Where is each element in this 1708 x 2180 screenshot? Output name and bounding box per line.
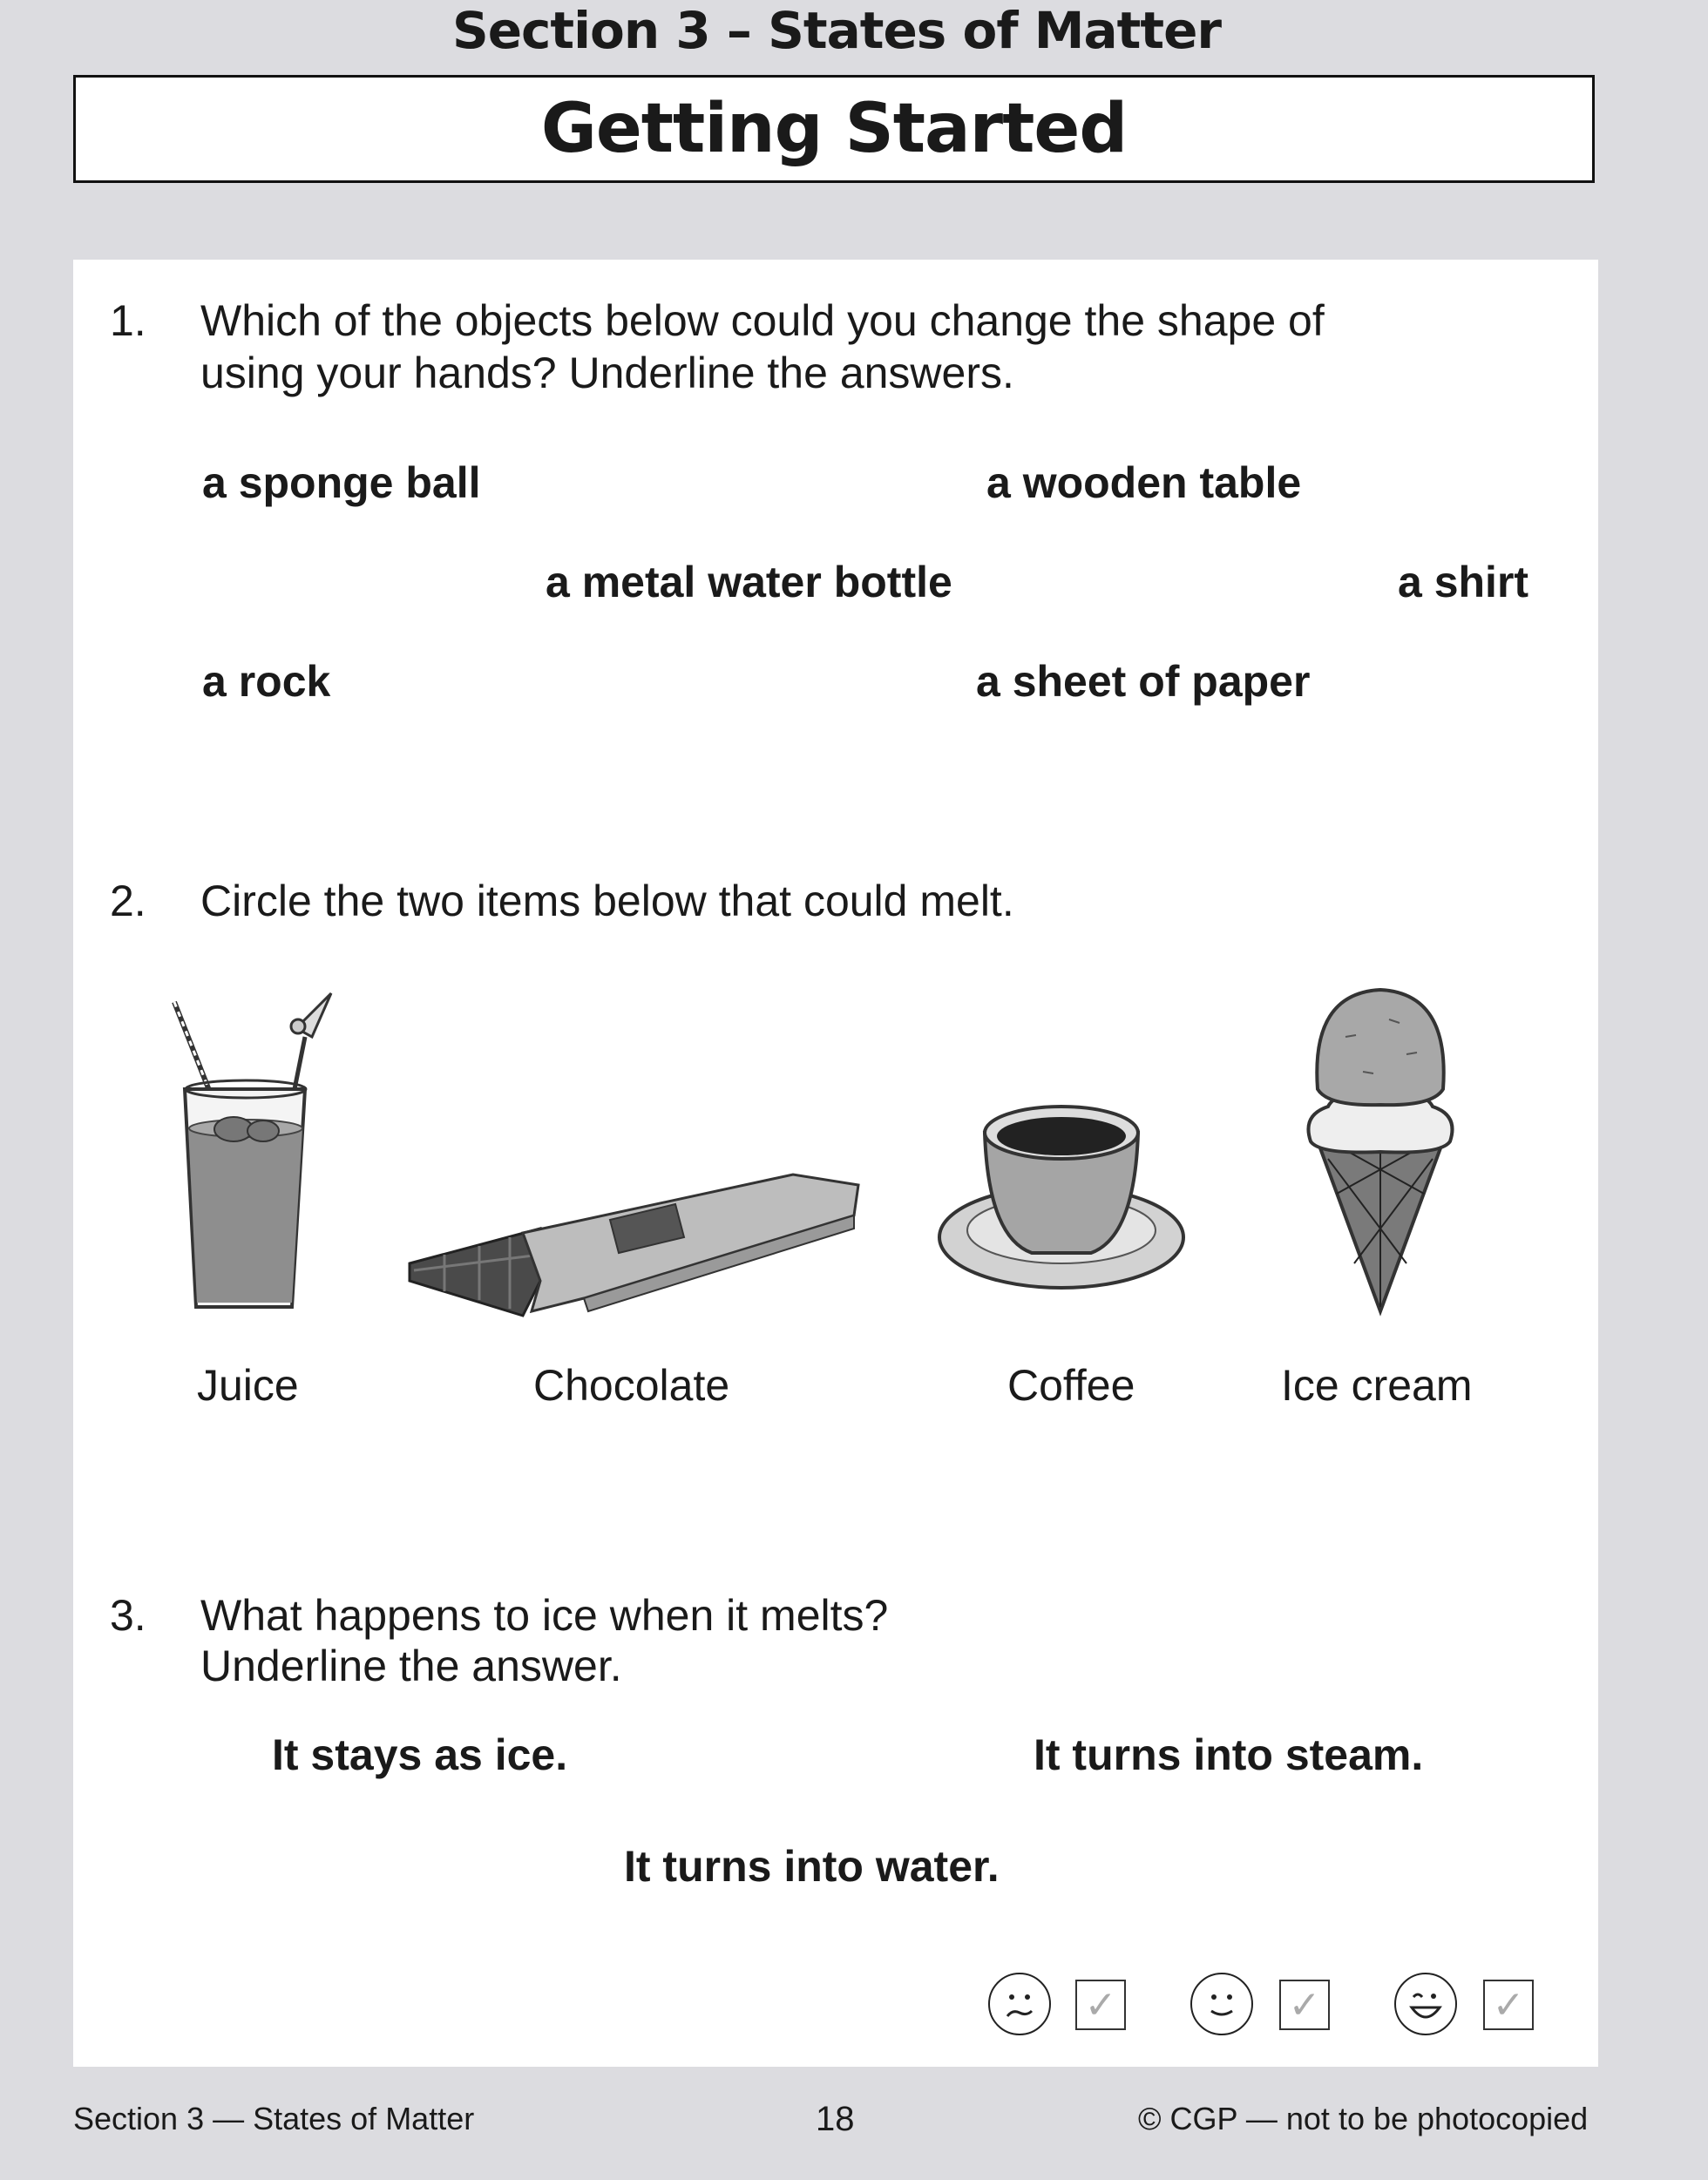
option-stays-as-ice[interactable]: It stays as ice. — [272, 1730, 568, 1779]
item-label-chocolate: Chocolate — [533, 1361, 730, 1410]
juice-glass-icon[interactable] — [166, 985, 340, 1316]
question-2-line-1: Circle the two items below that could melt. — [200, 877, 1014, 925]
option-sponge-ball[interactable]: a sponge ball — [202, 458, 481, 507]
happy-face-icon[interactable] — [1394, 1973, 1457, 2035]
question-2-number: 2. — [110, 877, 146, 925]
question-1-line-2: using your hands? Underline the answers. — [200, 349, 1014, 397]
neutral-face-icon[interactable] — [1190, 1973, 1253, 2035]
option-wooden-table[interactable]: a wooden table — [986, 458, 1302, 507]
tick-box-1[interactable]: ✓ — [1075, 1980, 1126, 2030]
question-3-number: 3. — [110, 1591, 146, 1640]
option-turns-into-steam[interactable]: It turns into steam. — [1034, 1730, 1424, 1779]
option-shirt[interactable]: a shirt — [1398, 558, 1529, 606]
page-title-box — [73, 75, 1595, 183]
ice-cream-cone-icon[interactable] — [1302, 985, 1459, 1316]
option-rock[interactable]: a rock — [202, 657, 331, 706]
footer-section: Section 3 — States of Matter — [73, 2101, 475, 2136]
option-metal-water-bottle[interactable]: a metal water bottle — [546, 558, 952, 606]
question-1-number: 1. — [110, 296, 146, 345]
chocolate-bar-icon[interactable] — [410, 1168, 863, 1324]
footer-copyright: © CGP — not to be photocopied — [1138, 2101, 1589, 2136]
item-label-ice-cream: Ice cream — [1281, 1361, 1473, 1410]
option-sheet-of-paper[interactable]: a sheet of paper — [976, 657, 1311, 706]
question-3-line-1: What happens to ice when it melts? — [200, 1591, 889, 1640]
tick-box-3[interactable]: ✓ — [1483, 1980, 1534, 2030]
coffee-cup-icon[interactable] — [936, 1098, 1189, 1298]
question-1-line-1: Which of the objects below could you change the shape of — [200, 296, 1325, 345]
page-title: Getting Started — [540, 90, 1128, 168]
sad-face-icon[interactable] — [988, 1973, 1051, 2035]
page-number: 18 — [816, 2100, 855, 2138]
item-label-juice: Juice — [197, 1361, 299, 1410]
section-heading: Section 3 – States of Matter — [451, 1, 1222, 60]
question-3-line-2: Underline the answer. — [200, 1642, 622, 1690]
item-label-coffee: Coffee — [1007, 1361, 1135, 1410]
tick-box-2[interactable]: ✓ — [1279, 1980, 1330, 2030]
option-turns-into-water[interactable]: It turns into water. — [624, 1842, 1000, 1891]
